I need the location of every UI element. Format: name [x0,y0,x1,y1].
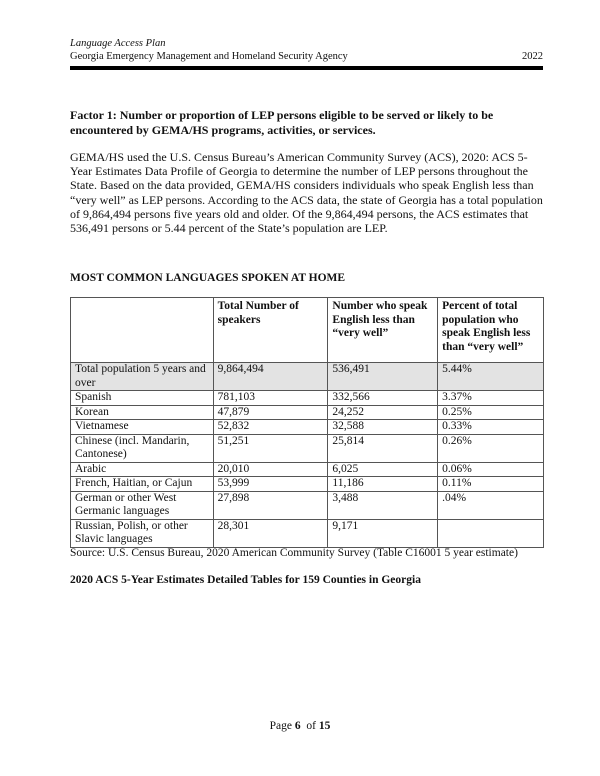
cell-percent: 0.33% [438,420,544,435]
cell-less-than-very-well: 32,588 [328,420,438,435]
cell-less-than-very-well: 536,491 [328,363,438,391]
cell-less-than-very-well: 25,814 [328,434,438,462]
cell-less-than-very-well: 332,566 [328,391,438,406]
cell-total: 27,898 [213,491,328,519]
table-row [71,477,544,492]
cell-percent: 0.06% [438,462,544,477]
document-year: 2022 [522,51,543,62]
cell-total: 20,010 [213,462,328,477]
cell-total: 47,879 [213,405,328,420]
cell-total: 51,251 [213,434,328,462]
page-footer [0,719,600,733]
agency-name: Georgia Emergency Management and Homeland Security Agency [70,51,348,62]
header-row [70,50,543,63]
table-row [71,491,544,519]
cell-percent: 0.26% [438,434,544,462]
table-row [71,405,544,420]
column-header-less-than-very-well: Number who speak English less than “very well” [328,298,438,363]
table-source-note: Source: U.S. Census Bureau, 2020 American Community Survey (Table C16001 5 year estimate) [70,547,518,559]
column-header-total-speakers: Total Number of speakers [213,298,328,363]
current-page-number: 6 [294,720,301,732]
languages-table [70,297,544,548]
cell-total: 9,864,494 [213,363,328,391]
table-row [71,434,544,462]
cell-language: French, Haitian, or Cajun [71,477,214,492]
header-divider [70,66,543,70]
cell-language: Chinese (incl. Mandarin, Cantonese) [71,434,214,462]
table-title: MOST COMMON LANGUAGES SPOKEN AT HOME [70,272,346,284]
cell-percent: .04% [438,491,544,519]
table-header-row [71,298,544,363]
column-header-language [71,298,214,363]
page-prefix: Page [269,720,292,732]
table-row [71,363,544,391]
cell-less-than-very-well: 24,252 [328,405,438,420]
cell-language: Spanish [71,391,214,406]
cell-percent: 0.11% [438,477,544,492]
cell-total: 28,301 [213,519,328,547]
cell-less-than-very-well: 11,186 [328,477,438,492]
factor-heading: Factor 1: Number or proportion of LEP persons eligible to be served or likely to be encountered by GEMA/HS programs, activities, or services. [70,108,494,137]
cell-percent: 0.25% [438,405,544,420]
cell-language: German or other West Germanic languages [71,491,214,519]
cell-percent [438,519,544,547]
table-row [71,519,544,547]
cell-language: Total population 5 years and over [71,363,214,391]
cell-percent: 3.37% [438,391,544,406]
intro-paragraph: GEMA/HS used the U.S. Census Bureau’s American Community Survey (ACS), 2020: ACS 5-Year Estimates Data Profile of Georgia to determine the number of LEP persons throughout the State. Based on the data provided, GEMA/HS considers individuals who speak English less than “very well” as LEP persons. According to the ACS data, the state of Georgia has a total population of 9,864,494 persons five years old and older. Of the 9,864,494 persons, the ACS estimates that 536,491 persons or 5.44 percent of the State’s population are LEP. [70,150,543,236]
table-row [71,462,544,477]
cell-language: Korean [71,405,214,420]
cell-language: Vietnamese [71,420,214,435]
total-pages: 15 [318,720,331,732]
table-row [71,420,544,435]
cell-less-than-very-well: 6,025 [328,462,438,477]
cell-language: Arabic [71,462,214,477]
cell-less-than-very-well: 3,488 [328,491,438,519]
column-header-percent: Percent of total population who speak English less than “very well” [438,298,544,363]
cell-total: 781,103 [213,391,328,406]
cell-percent: 5.44% [438,363,544,391]
cell-language: Russian, Polish, or other Slavic languages [71,519,214,547]
table-row [71,391,544,406]
page-header [70,37,543,63]
cell-total: 53,999 [213,477,328,492]
cell-less-than-very-well: 9,171 [328,519,438,547]
of-label: of [306,720,316,732]
document-title: Language Access Plan [70,38,166,49]
cell-total: 52,832 [213,420,328,435]
counties-subheading: 2020 ACS 5-Year Estimates Detailed Tables for 159 Counties in Georgia [70,574,421,586]
